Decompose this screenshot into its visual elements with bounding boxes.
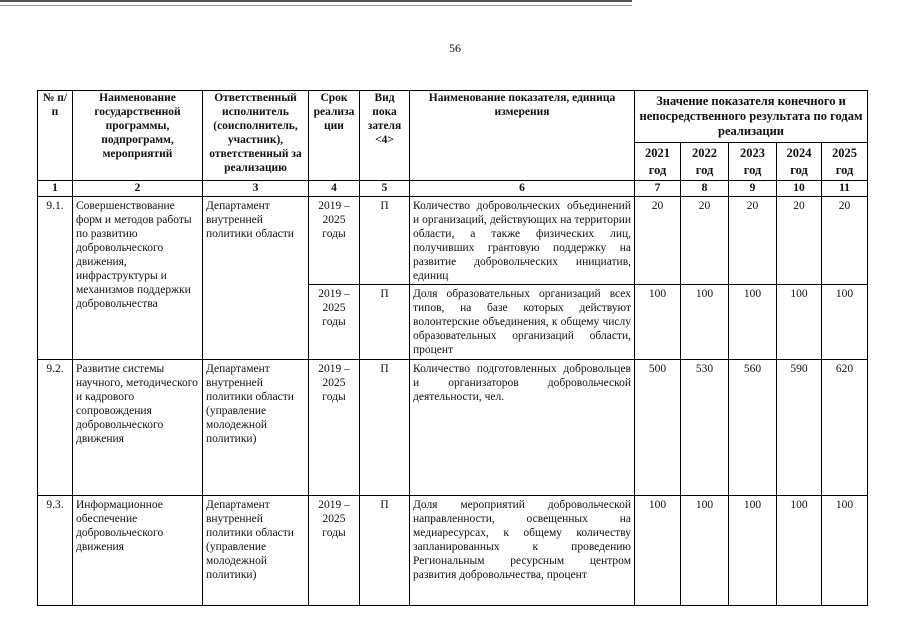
header-term: Срок реализа ции — [309, 91, 360, 181]
header-program: Наименование государственной программы, подпрограмм, мероприятий — [73, 91, 203, 181]
column-number: 2 — [73, 181, 203, 197]
value-2021: 100 — [635, 496, 681, 606]
top-rule — [0, 0, 632, 2]
value-2022: 530 — [681, 360, 729, 496]
column-number: 5 — [360, 181, 410, 197]
header-year-2021: 2021 год — [635, 143, 681, 181]
table-row — [38, 197, 868, 285]
value-2024: 100 — [777, 496, 822, 606]
executor-name: Департамент внутренней политики области — [203, 197, 309, 360]
value-2023: 100 — [729, 496, 777, 606]
term: 2019 – 2025 годы — [309, 197, 360, 285]
value-2021: 20 — [635, 197, 681, 285]
value-2025: 100 — [822, 285, 868, 360]
indicator-name: Доля образовательных организаций всех типов, на базе которых действуют волонтерские объединения, к общему числу образовательных организаций области, процент — [410, 285, 635, 360]
value-2025: 20 — [822, 197, 868, 285]
column-number: 11 — [822, 181, 868, 197]
program-name: Развитие системы научного, методического и кадрового сопровождения добровольческого движения — [73, 360, 203, 496]
header-type: Вид пока зателя <4> — [360, 91, 410, 181]
row-number: 9.1. — [38, 197, 73, 360]
column-number: 10 — [777, 181, 822, 197]
value-2024: 590 — [777, 360, 822, 496]
header-values-group: Значение показателя конечного и непосредственного результата по годам реализации — [635, 91, 868, 143]
row-number: 9.2. — [38, 360, 73, 496]
value-2023: 100 — [729, 285, 777, 360]
value-2023: 560 — [729, 360, 777, 496]
indicator-name: Доля мероприятий добровольческой направленности, освещенных на медиаресурсах, к общему количеству запланированных к проведению Региональным ресурсным центром развития добровольчества, процент — [410, 496, 635, 606]
value-2022: 100 — [681, 496, 729, 606]
row-number: 9.3. — [38, 496, 73, 606]
executor-name: Департамент внутренней политики области (управление молодежной политики) — [203, 496, 309, 606]
table-row — [38, 360, 868, 496]
term: 2019 – 2025 годы — [309, 285, 360, 360]
header-year-2022: 2022 год — [681, 143, 729, 181]
term: 2019 – 2025 годы — [309, 360, 360, 496]
column-number: 3 — [203, 181, 309, 197]
term: 2019 – 2025 годы — [309, 496, 360, 606]
program-name: Информационное обеспечение добровольческого движения — [73, 496, 203, 606]
indicators-table — [37, 90, 868, 606]
column-number: 8 — [681, 181, 729, 197]
top-rule-secondary — [0, 5, 632, 6]
header-num: № п/п — [38, 91, 73, 181]
column-number-row — [38, 181, 868, 197]
value-2025: 620 — [822, 360, 868, 496]
value-2024: 20 — [777, 197, 822, 285]
indicator-type: П — [360, 197, 410, 285]
value-2025: 100 — [822, 496, 868, 606]
column-number: 7 — [635, 181, 681, 197]
indicator-type: П — [360, 285, 410, 360]
header-year-2025: 2025 год — [822, 143, 868, 181]
column-number: 1 — [38, 181, 73, 197]
header-year-2024: 2024 год — [777, 143, 822, 181]
indicator-type: П — [360, 360, 410, 496]
indicator-name: Количество добровольческих объединений и организаций, действующих на территории области, а также физических лиц, получивших грантовую поддержку на развитие добровольческих инициатив, единиц — [410, 197, 635, 285]
indicator-type: П — [360, 496, 410, 606]
value-2021: 100 — [635, 285, 681, 360]
column-number: 6 — [410, 181, 635, 197]
header-year-2023: 2023 год — [729, 143, 777, 181]
program-name: Совершенствование форм и методов работы по развитию добровольческого движения, инфраструктуры и механизмов поддержки добровольчества — [73, 197, 203, 360]
header-indicator-name: Наименование показателя, единица измерения — [410, 91, 635, 181]
table-row — [38, 496, 868, 606]
executor-name: Департамент внутренней политики области (управление молодежной политики) — [203, 360, 309, 496]
value-2024: 100 — [777, 285, 822, 360]
value-2021: 500 — [635, 360, 681, 496]
value-2023: 20 — [729, 197, 777, 285]
value-2022: 20 — [681, 197, 729, 285]
page-number: 56 — [449, 41, 461, 55]
indicator-name: Количество подготовленных добровольцев и организаторов добровольческой деятельности, чел. — [410, 360, 635, 496]
value-2022: 100 — [681, 285, 729, 360]
column-number: 9 — [729, 181, 777, 197]
header-executor: Ответственный исполнитель (соисполнитель, участник), ответственный за реализацию — [203, 91, 309, 181]
column-number: 4 — [309, 181, 360, 197]
